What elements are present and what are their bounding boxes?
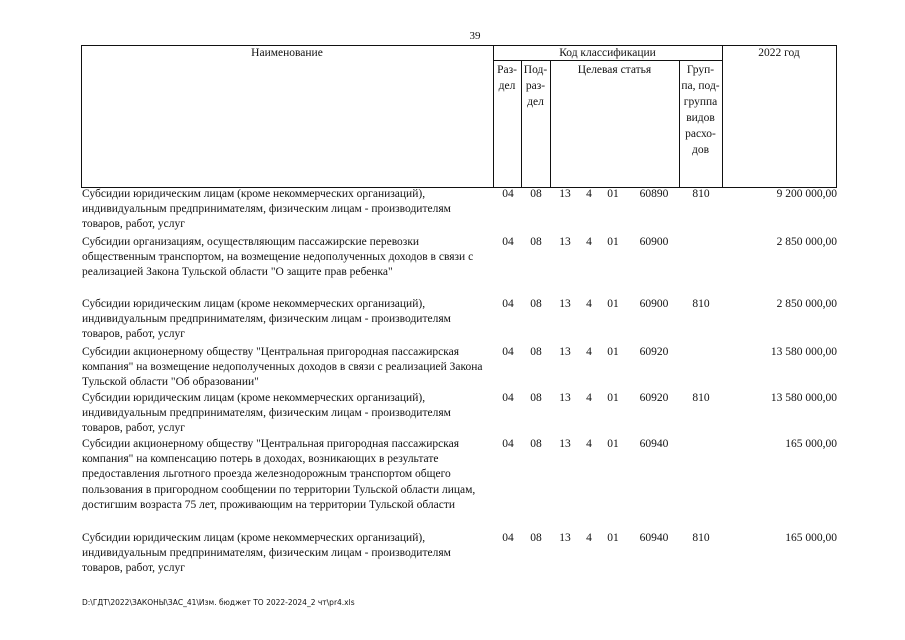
header-name: Наименование: [251, 47, 323, 59]
row-amount: 165 000,00: [785, 532, 837, 544]
row-target-4: 60900: [639, 298, 669, 310]
row-target-1: 13: [559, 298, 571, 310]
row-name: Субсидии юридическим лицам (кроме некоммерческих организаций), индивидуальным предпринимателям, физическим лицам - производителям товаров, работ, услуг: [82, 392, 451, 435]
row-razdel: 04: [502, 392, 514, 404]
row-podrazdel: 08: [530, 392, 542, 404]
row-amount: 2 850 000,00: [776, 236, 837, 248]
row-podrazdel: 08: [530, 236, 542, 248]
row-target-3: 01: [607, 298, 619, 310]
row-target-3: 01: [607, 438, 619, 450]
header-group: Груп- па, под- группа видов расхо- дов: [681, 64, 720, 156]
row-razdel: 04: [502, 188, 514, 200]
header-podrazdel: Под- раз- дел: [523, 64, 548, 108]
row-target-2: 4: [586, 392, 592, 404]
row-target-2: 4: [586, 236, 592, 248]
row-target-1: 13: [559, 438, 571, 450]
row-name: Субсидии юридическим лицам (кроме некоммерческих организаций), индивидуальным предпринимателям, физическим лицам - производителям товаров, работ, услуг: [82, 188, 451, 231]
row-amount: 2 850 000,00: [776, 298, 837, 310]
left-border: [81, 45, 82, 187]
row-razdel: 04: [502, 346, 514, 358]
row-target-2: 4: [586, 188, 592, 200]
row-target-4: 60920: [639, 392, 669, 404]
row-target-4: 60940: [639, 532, 669, 544]
file-path-footer: D:\ГДТ\2022\ЗАКОНЫ\ЗАС_41\Изм. бюджет ТО 2022-2024_2 чт\pr4.xls: [82, 598, 355, 607]
row-target-1: 13: [559, 532, 571, 544]
row-podrazdel: 08: [530, 532, 542, 544]
row-group: 810: [692, 392, 710, 404]
row-podrazdel: 08: [530, 188, 542, 200]
row-razdel: 04: [502, 438, 514, 450]
row-target-1: 13: [559, 346, 571, 358]
row-name: Субсидии акционерному обществу "Центральная пригородная пассажирская компания" на возмещение недополученных доходов в связи с реализацией Закона Тульской области "Об образовании": [82, 346, 483, 389]
row-target-3: 01: [607, 532, 619, 544]
row-target-3: 01: [607, 346, 619, 358]
code-right-divider: [722, 45, 723, 187]
row-target-2: 4: [586, 532, 592, 544]
podrazdel-divider: [550, 60, 551, 187]
row-target-3: 01: [607, 236, 619, 248]
header-target: Целевая статья: [577, 64, 652, 76]
row-target-3: 01: [607, 188, 619, 200]
row-razdel: 04: [502, 298, 514, 310]
row-amount: 13 580 000,00: [770, 346, 837, 358]
row-target-3: 01: [607, 392, 619, 404]
header-year: 2022 год: [758, 47, 800, 59]
header-code: Код классификации: [559, 47, 656, 59]
row-podrazdel: 08: [530, 298, 542, 310]
row-amount: 13 580 000,00: [770, 392, 837, 404]
row-target-1: 13: [559, 236, 571, 248]
header-razdel: Раз- дел: [497, 64, 517, 92]
row-amount: 9 200 000,00: [776, 188, 837, 200]
row-podrazdel: 08: [530, 346, 542, 358]
row-razdel: 04: [502, 236, 514, 248]
row-group: 810: [692, 532, 710, 544]
row-amount: 165 000,00: [785, 438, 837, 450]
row-name: Субсидии юридическим лицам (кроме некоммерческих организаций), индивидуальным предпринимателям, физическим лицам - производителям товаров, работ, услуг: [82, 298, 451, 341]
row-razdel: 04: [502, 532, 514, 544]
row-name: Субсидии организациям, осуществляющим пассажирские перевозки общественным транспортом, на возмещение недополученных доходов в связи с реализацией Закона Тульской области "О защите прав ребенка": [82, 236, 474, 279]
row-target-2: 4: [586, 346, 592, 358]
row-target-4: 60900: [639, 236, 669, 248]
row-target-2: 4: [586, 438, 592, 450]
row-target-4: 60940: [639, 438, 669, 450]
row-podrazdel: 08: [530, 438, 542, 450]
row-name: Субсидии юридическим лицам (кроме некоммерческих организаций), индивидуальным предпринимателям, физическим лицам - производителям товаров, работ, услуг: [82, 532, 451, 575]
row-target-4: 60920: [639, 346, 669, 358]
page-number: 39: [469, 30, 481, 42]
row-target-2: 4: [586, 298, 592, 310]
right-border: [836, 45, 837, 187]
row-group: 810: [692, 298, 710, 310]
row-target-4: 60890: [639, 188, 669, 200]
row-target-1: 13: [559, 392, 571, 404]
row-name: Субсидии акционерному обществу "Центральная пригородная пассажирская компания" на компенсацию потерь в доходах, возникающих в результате предоставления льготного проезда железнодорожным транспортом общего пользования в пригородном сообщении по территории Тульской области лицам, достигшим возраста 75 лет, проживающим на территории Тульской области: [82, 438, 476, 511]
row-group: 810: [692, 188, 710, 200]
row-target-1: 13: [559, 188, 571, 200]
